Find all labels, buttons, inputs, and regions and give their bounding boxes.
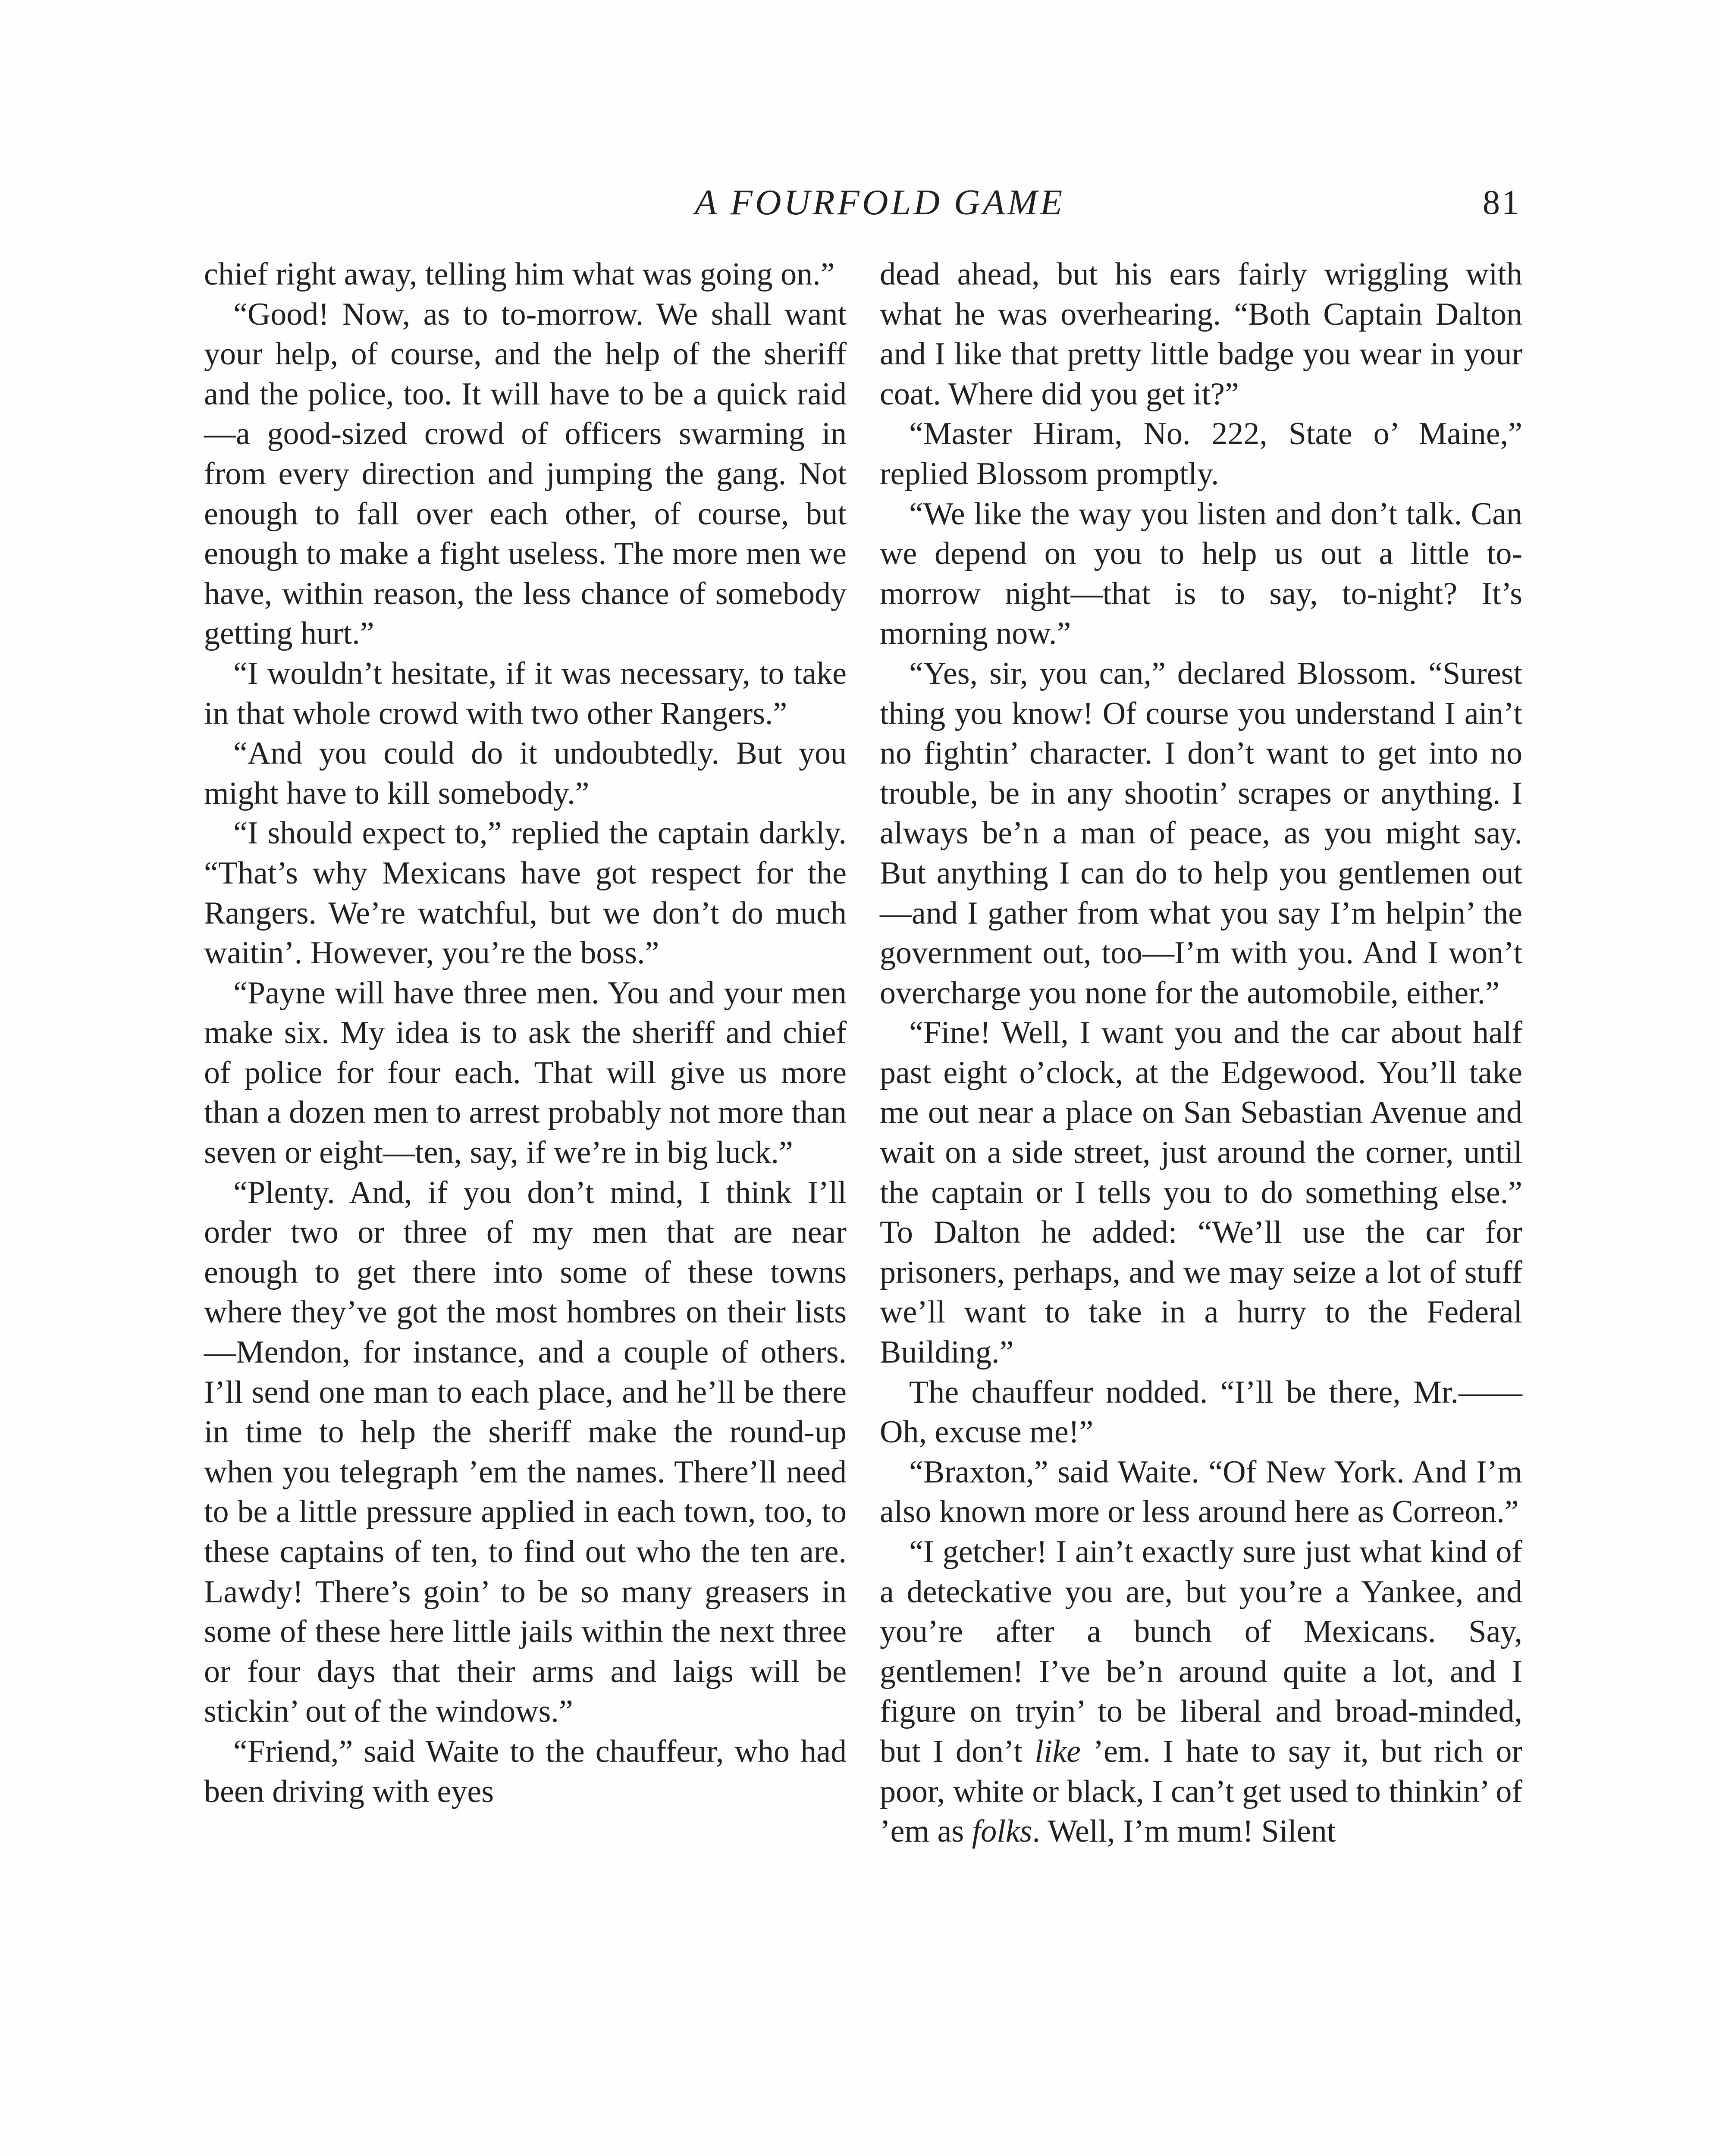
left-column bbox=[204, 254, 847, 1811]
running-title: A FOURFOLD GAME bbox=[694, 182, 1065, 222]
text-run: . Well, I’m mum! Silent bbox=[1032, 1814, 1336, 1849]
paragraph: “I should expect to,” replied the captain darkly. “That’s why Mexicans have got respect for the Rangers. We’re watchful, but we don’t do much waitin’. However, you’re the boss.” bbox=[204, 815, 847, 971]
emphasis-like: like bbox=[1035, 1733, 1081, 1769]
paragraph: dead ahead, but his ears fairly wriggling with what he was overhearing. “Both Captain Dalton and I like that pretty little badge you wear in your coat. Where did you get it?” bbox=[880, 257, 1522, 412]
paragraph: “Yes, sir, you can,” declared Blossom. “Surest thing you know! Of course you understand I ain’t no fightin’ character. I don’t want to get into no trouble, be in any shootin’ scrapes or anything. I always be’n a man of peace, as you might say. But anything I can do to help you gentlemen out—and I gather from what you say I’m helpin’ the government out, too—I’m with you. And I won’t overcharge you none for the automobile, either.” bbox=[880, 655, 1522, 1011]
paragraph: “Fine! Well, I want you and the car about half past eight o’clock, at the Edgewood. You’ll take me out near a place on San Sebastian Avenue and wait on a side street, just around the corner, until the captain or I tells you to do something else.” To Dalton he added: “We’ll use the car for prisoners, perhaps, and we may seize a lot of stuff we’ll want to take in a hurry to the Federal Building.” bbox=[880, 1015, 1522, 1370]
text-run: ’em. I hate to say it, but rich or poor, white or black, I can’t get used to thinkin’ of ’em as bbox=[880, 1733, 1522, 1849]
paragraph: “And you could do it undoubtedly. But you might have to kill somebody.” bbox=[204, 736, 847, 811]
paragraph: “We like the way you listen and don’t talk. Can we depend on you to help us out a little to-morrow night—that is to say, to-night? It’s morning now.” bbox=[880, 496, 1522, 652]
page-number: 81 bbox=[1483, 184, 1521, 222]
paragraph: chief right away, telling him what was going on.” bbox=[204, 257, 835, 292]
paragraph: “Good! Now, as to to-morrow. We shall want your help, of course, and the help of the sheriff and the police, too. It will have to be a quick raid—a good-sized crowd of officers swarming in from every direction and jumping the gang. Not enough to fall over each other, of course, but enough to make a fight useless. The more men we have, within reason, the less chance of somebody getting hurt.” bbox=[204, 296, 847, 652]
paragraph-last bbox=[880, 1532, 1522, 1852]
paragraph: “Master Hiram, No. 222, State o’ Maine,” replied Blossom promptly. bbox=[880, 416, 1522, 492]
paragraph: “Braxton,” said Waite. “Of New York. And I’m also known more or less around here as Correon.” bbox=[880, 1454, 1522, 1530]
emphasis-folks: folks bbox=[972, 1814, 1032, 1849]
paragraph: “Payne will have three men. You and your men make six. My idea is to ask the sheriff and chief of police for four each. That will give us more than a dozen men to arrest probably not more than seven or eight—ten, say, if we’re in big luck.” bbox=[204, 975, 847, 1171]
paragraph: “I wouldn’t hesitate, if it was necessary, to take in that whole crowd with two other Rangers.” bbox=[204, 655, 847, 731]
text-run: “I getcher! I ain’t exactly sure just what kind of a deteckative you are, but you’re a Yankee, and you’re after a bunch of Mexicans. Say, gentlemen! I’ve be’n around quite a lot, and I figure on tryin’ to be liberal and broad-minded, but I don’t bbox=[880, 1534, 1522, 1769]
paragraph: The chauffeur nodded. “I’ll be there, Mr.—— Oh, excuse me!” bbox=[880, 1374, 1522, 1450]
paragraph: “Plenty. And, if you don’t mind, I think I’ll order two or three of my men that are near enough to get there into some of these towns where they’ve got the most hombres on their lists—Mendon, for instance, and a couple of others. I’ll send one man to each place, and he’ll be there in time to help the sheriff make the round-up when you telegraph ’em the names. There’ll need to be a little pressure applied in each town, too, to these captains of ten, to find out who the ten are. Lawdy! There’s goin’ to be so many greasers in some of these here little jails within the next three or four days that their arms and laigs will be stickin’ out of the windows.” bbox=[204, 1175, 847, 1730]
paragraph: “Friend,” said Waite to the chauffeur, who had been driving with eyes bbox=[204, 1733, 847, 1809]
right-column bbox=[880, 254, 1522, 1852]
